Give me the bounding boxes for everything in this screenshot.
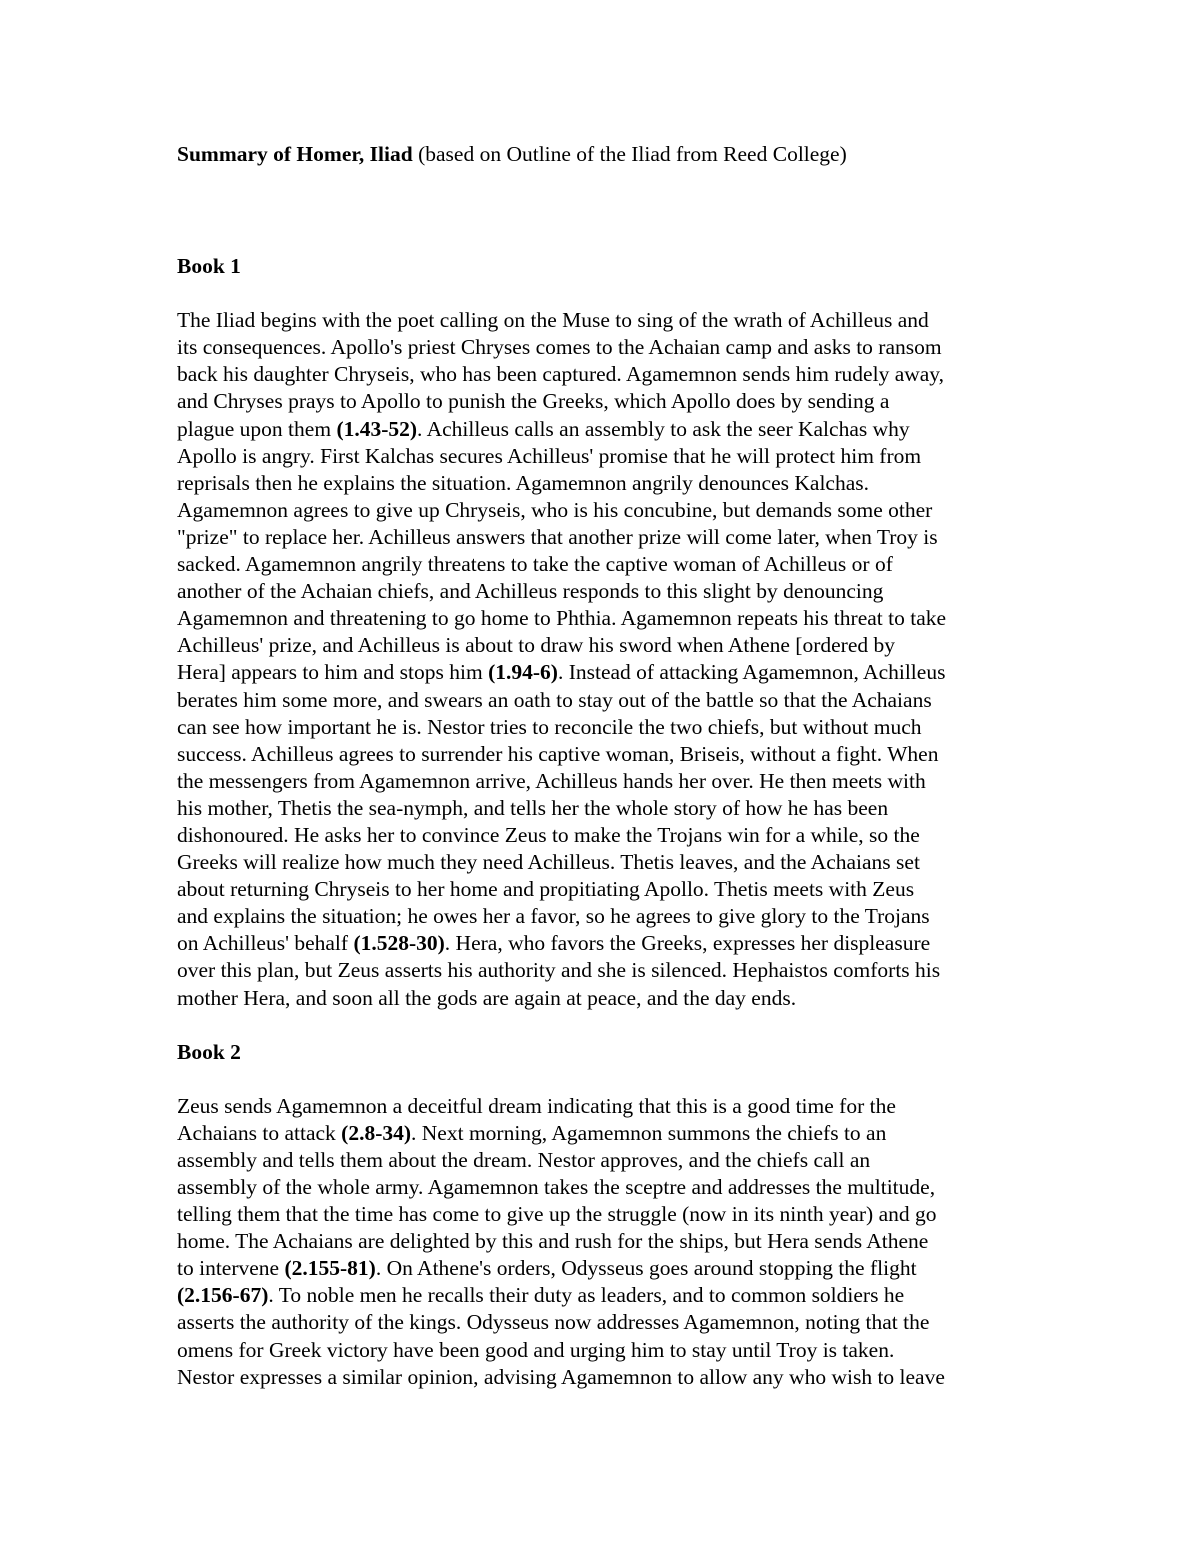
line-text: berates him some more, and swears an oath to stay out of the battle so that the Achaians xyxy=(177,687,932,712)
line-reference: (1.528-30) xyxy=(353,931,445,956)
line-text: plague upon them xyxy=(177,416,337,441)
paragraph-line xyxy=(177,443,1029,470)
paragraph-line xyxy=(177,578,1029,605)
line-text: . Instead of attacking Agamemnon, Achilleus xyxy=(557,660,946,685)
section-paragraph-book-2 xyxy=(177,1093,1029,1391)
line-text: Nestor expresses a similar opinion, advising Agamemnon to allow any who wish to leave xyxy=(177,1364,945,1389)
paragraph-line xyxy=(177,1337,1029,1364)
paragraph-line xyxy=(177,1093,1029,1120)
line-text: omens for Greek victory have been good and urging him to stay until Troy is taken. xyxy=(177,1337,895,1362)
paragraph-line xyxy=(177,741,1029,768)
line-text: the messengers from Agamemnon arrive, Achilleus hands her over. He then meets with xyxy=(177,768,926,793)
paragraph-line xyxy=(177,1147,1029,1174)
paragraph-line xyxy=(177,795,1029,822)
line-text: . On Athene's orders, Odysseus goes around stopping the flight xyxy=(375,1256,917,1281)
document-title-bold: Summary of Homer, Iliad xyxy=(177,142,413,166)
line-text: his mother, Thetis the sea-nymph, and tells her the whole story of how he has been xyxy=(177,795,889,820)
line-text: . To noble men he recalls their duty as leaders, and to common soldiers he xyxy=(268,1283,905,1308)
line-reference: (2.155-81) xyxy=(284,1256,376,1281)
paragraph-line xyxy=(177,388,1029,415)
paragraph-line xyxy=(177,334,1029,361)
line-text: dishonoured. He asks her to convince Zeus to make the Trojans win for a while, so the xyxy=(177,822,920,847)
line-text: . Next morning, Agamemnon summons the chiefs to an xyxy=(411,1120,887,1145)
line-text: assembly of the whole army. Agamemnon takes the sceptre and addresses the multitude, xyxy=(177,1175,936,1199)
paragraph-line xyxy=(177,1228,1029,1255)
paragraph-line xyxy=(177,659,1029,686)
line-text: another of the Achaian chiefs, and Achilleus responds to this slight by denouncing xyxy=(177,579,884,604)
line-text: Agamemnon and threatening to go home to Phthia. Agamemnon repeats his threat to take xyxy=(177,606,947,631)
paragraph-line xyxy=(177,497,1029,524)
line-text: to intervene xyxy=(177,1256,285,1281)
paragraph-line xyxy=(177,1120,1029,1147)
line-text: Apollo is angry. First Kalchas secures Achilleus' promise that he will protect him from xyxy=(177,443,922,468)
line-text: Greeks will realize how much they need Achilleus. Thetis leaves, and the Achaians set xyxy=(177,850,920,875)
paragraph-line xyxy=(177,1201,1029,1228)
line-text: mother Hera, and soon all the gods are again at peace, and the day ends. xyxy=(177,985,797,1010)
paragraph-line xyxy=(177,1174,1029,1201)
line-text: on Achilleus' behalf xyxy=(177,931,354,956)
paragraph-line xyxy=(177,361,1029,388)
paragraph-line xyxy=(177,930,1029,957)
line-reference: (1.43-52) xyxy=(336,416,418,441)
line-text: and explains the situation; he owes her a favor, so he agrees to give glory to the Trojans xyxy=(177,904,930,929)
paragraph-line xyxy=(177,768,1029,795)
line-text: and Chryses prays to Apollo to punish the Greeks, which Apollo does by sending a xyxy=(177,389,890,414)
paragraph-line xyxy=(177,1282,1029,1309)
line-text: telling them that the time has come to give up the struggle (now in its ninth year) and go xyxy=(177,1202,937,1227)
paragraph-line xyxy=(177,849,1029,876)
line-text: "prize" to replace her. Achilleus answers that another prize will come later, when Troy is xyxy=(177,524,938,549)
paragraph-line xyxy=(177,822,1029,849)
line-text: back his daughter Chryseis, who has been captured. Agamemnon sends him rudely away, xyxy=(177,362,945,387)
line-text: . Hera, who favors the Greeks, expresses her displeasure xyxy=(444,931,931,956)
paragraph-line xyxy=(177,470,1029,497)
paragraph-line xyxy=(177,524,1029,551)
line-text: its consequences. Apollo's priest Chryses comes to the Achaian camp and asks to ransom xyxy=(177,335,942,360)
line-text: Hera] appears to him and stops him xyxy=(177,660,489,685)
line-text: . Achilleus calls an assembly to ask the seer Kalchas why xyxy=(417,416,910,441)
line-reference: (2.8-34) xyxy=(341,1120,412,1145)
paragraph-line xyxy=(177,957,1029,984)
document-body xyxy=(177,141,1029,1391)
paragraph-line xyxy=(177,1309,1029,1336)
line-text: Achaians to attack xyxy=(177,1120,342,1145)
paragraph-line xyxy=(177,551,1029,578)
paragraph-line xyxy=(177,1364,1029,1391)
paragraph-line xyxy=(177,714,1029,741)
line-text: can see how important he is. Nestor tries to reconcile the two chiefs, but without much xyxy=(177,714,922,739)
line-text: The Iliad begins with the poet calling on the Muse to sing of the wrath of Achilleus and xyxy=(177,308,929,333)
paragraph-line xyxy=(177,876,1029,903)
paragraph-line xyxy=(177,605,1029,632)
line-text: Achilleus' prize, and Achilleus is about to draw his sword when Athene [ordered by xyxy=(177,633,895,658)
section-heading-book-2: Book 2 xyxy=(177,1039,241,1064)
paragraph-line xyxy=(177,416,1029,443)
paragraph-line xyxy=(177,903,1029,930)
line-text: asserts the authority of the kings. Odysseus now addresses Agamemnon, noting that the xyxy=(177,1310,930,1335)
line-text: about returning Chryseis to her home and propitiating Apollo. Thetis meets with Zeus xyxy=(177,877,915,902)
line-text: Agamemnon agrees to give up Chryseis, who is his concubine, but demands some other xyxy=(177,497,933,522)
line-text: sacked. Agamemnon angrily threatens to take the captive woman of Achilleus or of xyxy=(177,552,893,577)
document-title xyxy=(177,141,1029,168)
section-heading-book-1: Book 1 xyxy=(177,254,241,279)
line-text: over this plan, but Zeus asserts his authority and she is silenced. Hephaistos comforts his xyxy=(177,958,941,983)
line-text: Zeus sends Agamemnon a deceitful dream indicating that this is a good time for the xyxy=(177,1093,896,1118)
line-text: home. The Achaians are delighted by this and rush for the ships, but Hera sends Athene xyxy=(177,1229,929,1254)
line-reference: (1.94-6) xyxy=(488,660,558,685)
paragraph-line xyxy=(177,687,1029,714)
line-text: reprisals then he explains the situation. Agamemnon angrily denounces Kalchas. xyxy=(177,470,869,495)
paragraph-line xyxy=(177,1255,1029,1282)
line-text: success. Achilleus agrees to surrender his captive woman, Briseis, without a fight. When xyxy=(177,741,939,766)
line-reference: (2.156-67) xyxy=(177,1283,269,1308)
line-text: assembly and tells them about the dream. Nestor approves, and the chiefs call an xyxy=(177,1147,871,1172)
paragraph-line xyxy=(177,632,1029,659)
document-title-rest: (based on Outline of the Iliad from Reed College) xyxy=(412,142,847,166)
section-paragraph-book-1 xyxy=(177,307,1029,1011)
paragraph-line xyxy=(177,307,1029,334)
paragraph-line xyxy=(177,985,1029,1012)
